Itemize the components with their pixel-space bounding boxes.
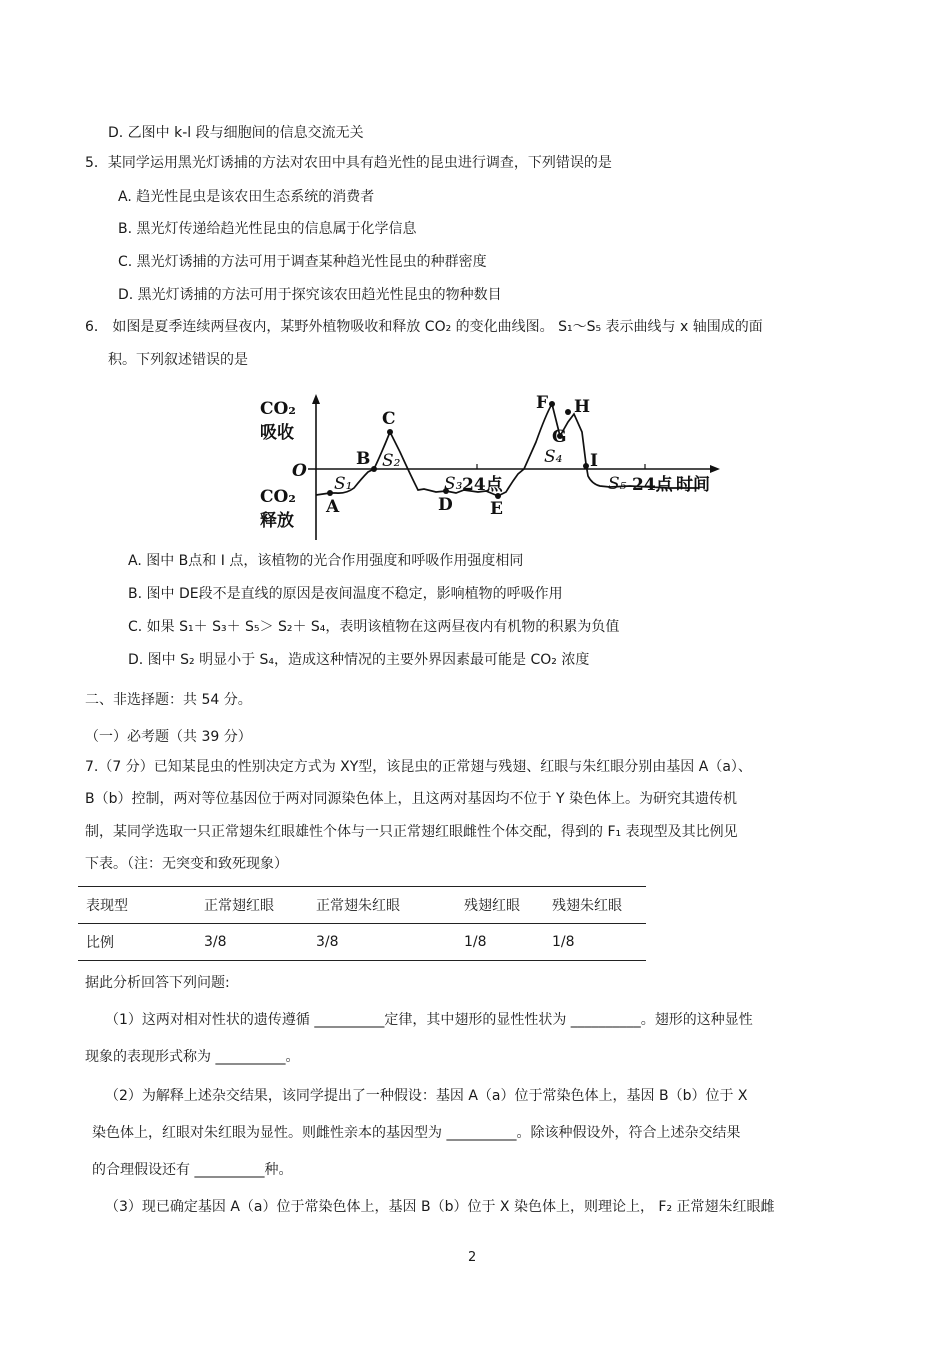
q7-part2-line2: 染色体上，红眼对朱红眼为显性。则雌性亲本的基因型为 __________。除该种假设外，符合上述杂交结果 <box>92 1125 741 1141</box>
q5-option-c: C. 黑光灯诱捕的方法可用于调查某种趋光性昆虫的种群密度 <box>118 254 487 270</box>
q5-option-b: B. 黑光灯传递给趋光性昆虫的信息属于化学信息 <box>118 221 417 237</box>
origin-label: O <box>292 461 307 481</box>
table-cell: 比例 <box>78 924 204 961</box>
table-header-cell: 正常翅朱红眼 <box>316 887 464 924</box>
section-2a-heading: （一）必考题（共 39 分） <box>85 729 252 745</box>
label-g: G <box>552 427 567 447</box>
q7-part1-line1: （1）这两对相对性状的遗传遵循 __________定律，其中翅形的显性性状为 __________。翅形的这种显性 <box>105 1012 753 1028</box>
q7-after-table: 据此分析回答下列问题: <box>85 975 230 991</box>
q6-option-c: C. 如果 S₁＋ S₃＋ S₅＞ S₂＋ S₄，表明该植物在这两昼夜内有机物的积累为负值 <box>128 619 620 635</box>
table-header-cell: 表现型 <box>78 887 204 924</box>
q5-option-a: A. 趋光性昆虫是该农田生态系统的消费者 <box>118 189 375 205</box>
table-cell: 1/8 <box>464 924 552 961</box>
point-b <box>371 466 377 472</box>
label-s3: S₃ <box>444 474 463 494</box>
table-header-cell: 残翅朱红眼 <box>552 887 646 924</box>
q6-stem-line2: 积。下列叙述错误的是 <box>108 352 248 368</box>
label-s2: S₂ <box>382 451 401 471</box>
phenotype-table <box>78 886 646 961</box>
q6-option-d: D. 图中 S₂ 明显小于 S₄，造成这种情况的主要外界因素最可能是 CO₂ 浓度 <box>128 652 590 668</box>
tick-label-24-2: 24点 <box>632 475 673 495</box>
point-i <box>583 463 589 469</box>
x-axis-arrow <box>710 465 720 473</box>
q7-line1: 7.（7 分）已知某昆虫的性别决定方式为 XY型，该昆虫的正常翅与残翅、红眼与朱红眼分别由基因 A（a）、 <box>85 759 752 775</box>
label-a: A <box>326 497 340 517</box>
y-label-bottom: CO₂ <box>260 487 296 507</box>
table-cell: 1/8 <box>552 924 646 961</box>
label-e: E <box>490 499 503 519</box>
label-d: D <box>438 495 453 515</box>
q5-stem: 5．某同学运用黑光灯诱捕的方法对农田中具有趋光性的昆虫进行调查，下列错误的是 <box>85 155 612 171</box>
q4-option-d: D. 乙图中 k-l 段与细胞间的信息交流无关 <box>108 125 364 141</box>
label-f: F <box>536 393 549 413</box>
label-b: B <box>356 449 371 469</box>
tick-label-24-1: 24点 <box>462 475 503 495</box>
q7-line2: B（b）控制，两对等位基因位于两对同源染色体上，且这两对基因均不位于 Y 染色体上。为研究其遗传机 <box>85 791 737 807</box>
q7-part3-line1: （3）现已确定基因 A（a）位于常染色体上，基因 B（b）位于 X 染色体上，则理论上， F₂ 正常翅朱红眼雌 <box>105 1199 775 1215</box>
label-i: I <box>590 451 598 471</box>
q7-part1-line2: 现象的表现形式称为 __________。 <box>85 1049 300 1065</box>
label-h: H <box>574 397 591 417</box>
table-cell: 3/8 <box>204 924 316 961</box>
q7-line4: 下表。（注：无突变和致死现象） <box>85 856 288 872</box>
q6-stem-line1: 6． 如图是夏季连续两昼夜内，某野外植物吸收和释放 CO₂ 的变化曲线图。 S₁～S₅ 表示曲线与 x 轴围成的面 <box>85 319 763 335</box>
table-header-cell: 残翅红眼 <box>464 887 552 924</box>
table-header-cell: 正常翅红眼 <box>204 887 316 924</box>
co2-curve-diagram <box>250 392 730 542</box>
x-axis-label: 时间 <box>676 475 710 495</box>
label-s5: S₅ <box>608 474 627 494</box>
table-cell: 3/8 <box>316 924 464 961</box>
q5-option-d: D. 黑光灯诱捕的方法可用于探究该农田趋光性昆虫的物种数目 <box>118 287 502 303</box>
y-label-top2: 吸收 <box>260 423 294 443</box>
section-2-heading: 二、非选择题：共 54 分。 <box>85 692 252 708</box>
label-s4: S₄ <box>544 447 563 467</box>
label-c: C <box>382 409 396 429</box>
point-a <box>327 490 333 496</box>
q6-option-a: A. 图中 B点和 I 点，该植物的光合作用强度和呼吸作用强度相同 <box>128 553 524 569</box>
q7-line3: 制，某同学选取一只正常翅朱红眼雄性个体与一只正常翅红眼雌性个体交配，得到的 F₁ 表现型及其比例见 <box>85 824 738 840</box>
table-header-row <box>78 887 646 924</box>
q7-part2-line3: 的合理假设还有 __________种。 <box>92 1162 293 1178</box>
point-h <box>565 409 571 415</box>
page-number: 2 <box>468 1250 477 1265</box>
table-row <box>78 924 646 961</box>
y-axis-arrow <box>312 394 320 404</box>
y-label-top: CO₂ <box>260 399 296 419</box>
q6-option-b: B. 图中 DE段不是直线的原因是夜间温度不稳定，影响植物的呼吸作用 <box>128 586 563 602</box>
y-label-bottom2: 释放 <box>260 511 294 531</box>
q7-part2-line1: （2）为解释上述杂交结果，该同学提出了一种假设：基因 A（a）位于常染色体上，基因 B（b）位于 X <box>105 1088 748 1104</box>
point-f <box>549 401 555 407</box>
label-s1: S₁ <box>334 474 353 494</box>
point-c <box>387 429 393 435</box>
